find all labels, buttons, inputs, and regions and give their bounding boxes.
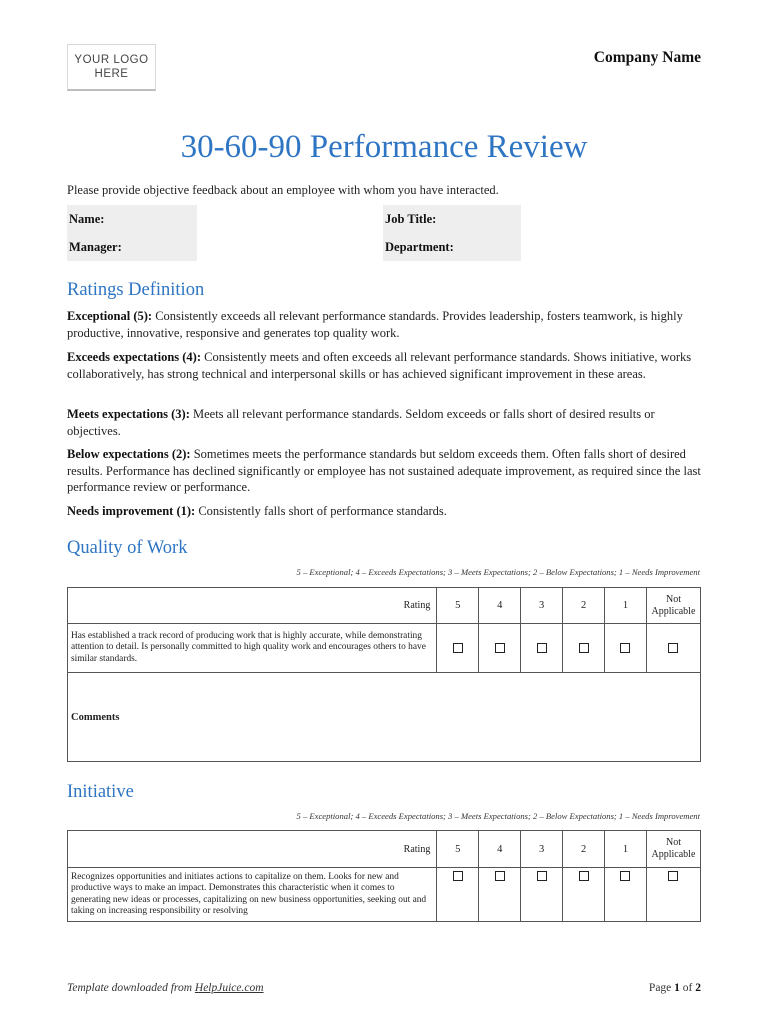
definition-label: Meets expectations (3): <box>67 407 190 421</box>
job-title-field[interactable]: Job Title: <box>383 205 521 233</box>
initiative-rating-table <box>67 830 701 922</box>
not-applicable-checkbox[interactable] <box>668 871 678 881</box>
comments-field[interactable] <box>68 673 701 762</box>
definition-exceptional <box>67 308 703 341</box>
criterion-row <box>68 868 701 922</box>
definition-text: Consistently exceeds all relevant performance standards. Provides leadership, fosters teamwork, is highly productive, innovative, responsive and generates top quality work. <box>67 309 683 340</box>
page-mid: of <box>679 982 696 994</box>
intro-text: Please provide objective feedback about an employee with whom you have interacted. <box>67 183 499 197</box>
not-applicable-cell <box>646 624 700 673</box>
rating-1-cell <box>605 868 647 922</box>
footer-template-prefix: Template downloaded from <box>67 982 195 994</box>
definition-exceeds <box>67 349 703 382</box>
definition-meets <box>67 406 703 439</box>
comments-row <box>68 673 701 762</box>
definition-text: Meets all relevant performance standards. Seldom exceeds or falls short of desired results or objectives. <box>67 407 655 438</box>
rating-2-checkbox[interactable] <box>579 643 589 653</box>
rating-3-cell <box>521 868 563 922</box>
ratings-definition-heading: Ratings Definition <box>67 280 205 300</box>
na-line2: Applicable <box>651 605 696 617</box>
rating-1-header: 1 <box>605 588 647 624</box>
rating-5-header: 5 <box>437 831 479 868</box>
na-line1: Not <box>665 837 681 848</box>
rating-2-cell <box>563 868 605 922</box>
definition-label: Needs improvement (1): <box>67 504 196 518</box>
logo-text-line1: YOUR LOGO <box>74 54 149 66</box>
rating-scale-legend: 5 – Exceptional; 4 – Exceeds Expectations; 3 – Meets Expectations; 2 – Below Expectations; 1 – Needs Improvement <box>296 811 700 821</box>
rating-4-cell <box>479 624 521 673</box>
footer-template-credit <box>67 982 264 994</box>
page-prefix: Page <box>648 982 675 994</box>
rating-label: Rating <box>68 588 437 624</box>
definition-label: Exceptional (5): <box>67 309 153 323</box>
manager-field[interactable]: Manager: <box>67 233 197 261</box>
na-line1: Not <box>665 593 681 605</box>
rating-2-header: 2 <box>563 588 605 624</box>
na-line2: Applicable <box>651 849 696 860</box>
rating-1-header: 1 <box>605 831 647 868</box>
page-current: 1 <box>674 982 680 994</box>
rating-1-cell <box>605 624 647 673</box>
not-applicable-header <box>646 831 700 868</box>
helpjuice-link[interactable]: HelpJuice.com <box>194 982 264 994</box>
rating-header-row <box>68 831 701 868</box>
definition-text: Consistently meets and often exceeds all relevant performance standards. Shows initiative, works collaboratively, has strong technical and interpersonal skills or has achieved significant improvement in these areas. <box>67 350 692 381</box>
rating-5-header: 5 <box>437 588 479 624</box>
rating-5-checkbox[interactable] <box>453 643 463 653</box>
initiative-heading: Initiative <box>67 782 134 802</box>
rating-5-cell <box>437 624 479 673</box>
definition-label: Below expectations (2): <box>67 447 191 461</box>
rating-5-checkbox[interactable] <box>453 871 463 881</box>
rating-3-checkbox[interactable] <box>537 871 547 881</box>
page-title: 30-60-90 Performance Review <box>180 129 588 165</box>
not-applicable-cell <box>646 868 700 922</box>
rating-1-checkbox[interactable] <box>620 871 630 881</box>
definition-text: Consistently falls short of performance standards. <box>198 504 447 518</box>
company-name: Company Name <box>593 49 701 66</box>
rating-label: Rating <box>68 831 437 868</box>
rating-4-checkbox[interactable] <box>495 643 505 653</box>
definition-label: Exceeds expectations (4): <box>67 350 201 364</box>
page-number <box>649 982 701 994</box>
comments-label: Comments <box>71 711 120 723</box>
criterion-description: Recognizes opportunities and initiates actions to capitalize on them. Looks for new and productive ways to make an impact. Demonstrates this characteristic when it comes to generating new ideas or processes, capitalizing on new business opportunities, seeking out and taking on increasing responsibility or resolving <box>68 868 437 922</box>
definition-below <box>67 446 703 496</box>
rating-4-checkbox[interactable] <box>495 871 505 881</box>
name-field[interactable]: Name: <box>67 205 197 233</box>
rating-scale-legend: 5 – Exceptional; 4 – Exceeds Expectations; 3 – Meets Expectations; 2 – Below Expectations; 1 – Needs Improvement <box>296 567 700 577</box>
rating-2-header: 2 <box>563 831 605 868</box>
rating-2-checkbox[interactable] <box>579 871 589 881</box>
criterion-row <box>68 624 701 673</box>
not-applicable-checkbox[interactable] <box>668 643 678 653</box>
rating-3-cell <box>521 624 563 673</box>
rating-2-cell <box>563 624 605 673</box>
rating-3-checkbox[interactable] <box>537 643 547 653</box>
criterion-description: Has established a track record of producing work that is highly accurate, while demonstrating attention to detail. Is personally committed to high quality work and encourages others to have similar standards. <box>68 624 437 673</box>
department-field[interactable]: Department: <box>383 233 521 261</box>
rating-header-row <box>68 588 701 624</box>
page-total: 2 <box>695 982 701 994</box>
rating-3-header: 3 <box>521 831 563 868</box>
rating-4-cell <box>479 868 521 922</box>
rating-3-header: 3 <box>521 588 563 624</box>
definition-needs-improvement <box>67 503 703 520</box>
quality-of-work-heading: Quality of Work <box>67 538 188 558</box>
logo-text-line2: HERE <box>94 68 129 80</box>
rating-4-header: 4 <box>479 588 521 624</box>
not-applicable-header <box>646 588 700 624</box>
rating-5-cell <box>437 868 479 922</box>
quality-of-work-rating-table <box>67 587 701 762</box>
logo-placeholder <box>67 44 156 91</box>
rating-4-header: 4 <box>479 831 521 868</box>
definition-text: Sometimes meets the performance standards but seldom exceeds them. Often falls short of desired results. Performance has declined significantly or employee has not sustained adequate improvement, as required since the last performance review or performance. <box>67 447 701 494</box>
rating-1-checkbox[interactable] <box>620 643 630 653</box>
